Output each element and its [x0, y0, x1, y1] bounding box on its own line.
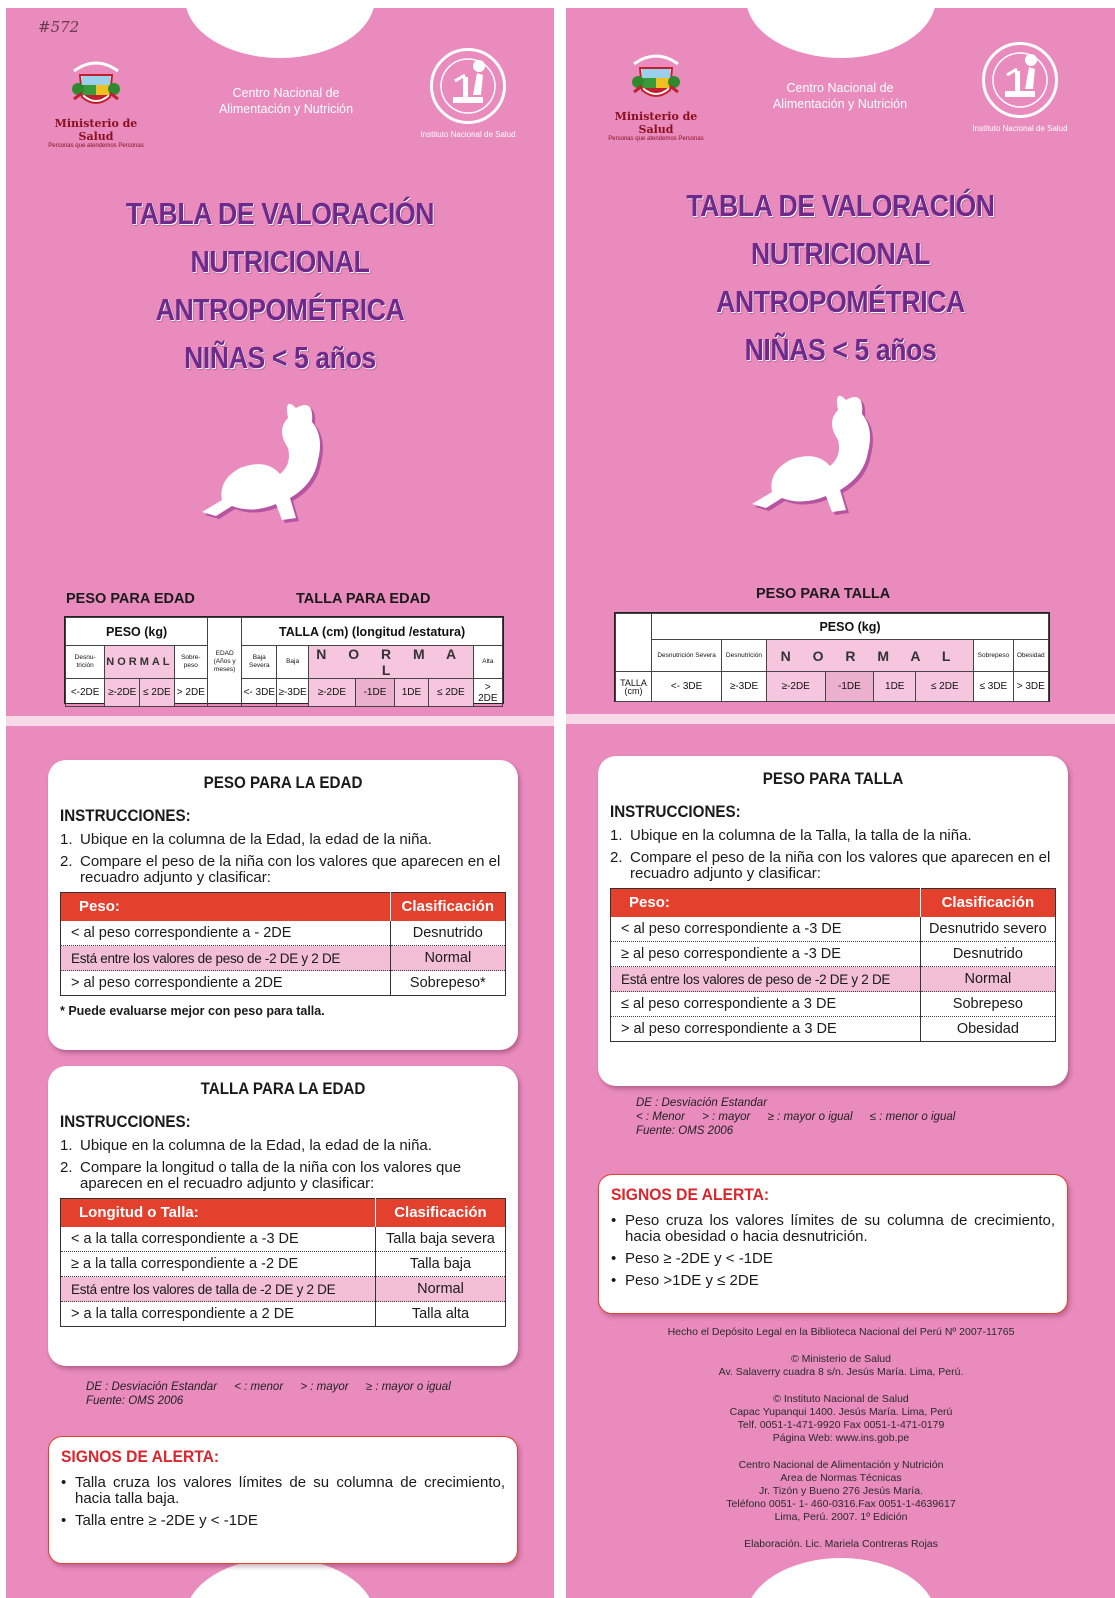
criteria-header: Peso: [61, 893, 391, 921]
title-line-3: NIÑAS < 5 años [744, 332, 937, 367]
alert-item: • Talla cruza los valores límites de su columna de crecimiento, hacia talla baja. [61, 1475, 505, 1507]
peso-cutoff: ≤ 3DE [974, 672, 1013, 702]
minsa-logo [596, 46, 716, 142]
instruction-step: 2. Compare la longitud o talla de la niña con los valores que aparecen en el recuadro adjunto y clasificar: [60, 1159, 462, 1192]
bottom-thumb-notch [185, 1558, 375, 1598]
slot-cut [566, 714, 1115, 724]
ins-seal-icon [430, 48, 506, 124]
cenan-credit: Centro Nacional de Alimentación y Nutrición Area de Normas Técnicas Jr. Tizón y Bueno 276 Jesús María. Teléfono 0051- 1- 460-0316.Fax 0051-1-4639617 Lima, Perú. 2007. 1º Edición [726, 1459, 956, 1523]
top-thumb-notch [185, 8, 375, 58]
instructions-heading: INSTRUCCIONES: [60, 1113, 191, 1131]
peso-cutoff: -1DE [825, 672, 874, 702]
handwritten-note: #572 [38, 18, 80, 36]
cenan-line2: Alimentación y Nutrición [218, 102, 354, 116]
instruction-step: 1. Ubique en la columna de la Talla, la talla de la niña. [610, 827, 972, 844]
left-card [6, 8, 554, 1598]
table-row: > al peso correspondiente a 2DE Sobrepeso* [61, 971, 506, 996]
card-title: PESO PARA LA EDAD [203, 774, 363, 792]
cenan-name [196, 85, 376, 117]
alert-item: • Talla entre ≥ -2DE y < -1DE [61, 1513, 505, 1529]
talla-cutoff: ≥-2DE [308, 679, 355, 707]
peso-cutoff: <-2DE [66, 679, 105, 707]
ins-name: Instituto Nacional de Salud [972, 124, 1068, 133]
instructions-heading: INSTRUCCIONES: [60, 807, 191, 825]
instruction-step: 1. Ubique en la columna de la Edad, la edad de la niña. [60, 1137, 432, 1154]
criteria-header: Longitud o Talla: [61, 1199, 376, 1227]
credits-block [606, 1326, 1076, 1565]
ins-credit: © Instituto Nacional de Salud Capac Yupanqui 1400. Jesús María. Lima, Perú Telf. 0051-1-471-9920 Fax 0051-1-471-0179 Página Web: www.ins.gob.pe [729, 1393, 953, 1444]
peso-cutoff: <- 3DE [652, 672, 722, 702]
peso-talla-edad-slot-table [64, 616, 504, 704]
talla-cutoff: > 2DE [473, 679, 502, 707]
table-row: < a la talla correspondiente a -3 DE Talla baja severa [61, 1227, 506, 1252]
ins-logo [408, 48, 528, 139]
peso-edad-card [48, 760, 518, 1050]
edad-column-label: EDAD (Años y meses) [208, 618, 242, 707]
peso-kg-header: PESO (kg) [66, 618, 208, 646]
author-credit: Elaboración. Lic. Mariela Contreras Rojas [744, 1538, 938, 1550]
desnutricion-col: Desnu-trición [66, 646, 105, 679]
peso-cutoff: > 2DE [174, 679, 208, 707]
table-row: Está entre los valores de peso de -2 DE y 2 DE Normal [61, 946, 506, 971]
minsa-logo [36, 53, 156, 149]
minsa-name: Ministerio de Salud [614, 110, 698, 136]
table-row: ≥ a la talla correspondiente a -2 DE Talla baja [61, 1252, 506, 1277]
sobrepeso-col: Sobre-peso [174, 646, 208, 679]
alert-box [598, 1174, 1068, 1314]
instruction-step: 1. Ubique en la columna de la Edad, la edad de la niña. [60, 831, 432, 848]
alert-box [48, 1436, 518, 1564]
alert-title: SIGNOS DE ALERTA: [611, 1185, 770, 1204]
legal-deposit: Hecho el Depósito Legal en la Biblioteca Nacional del Perú Nº 2007-11765 [667, 1326, 1015, 1338]
slot-cut [6, 716, 554, 726]
peso-cutoff: ≥-2DE [766, 672, 825, 702]
main-title [6, 190, 554, 382]
desnutricion-col: Desnutrición [722, 640, 767, 672]
minsa-tagline: Personas que atendemos Personas [608, 136, 704, 142]
talla-cutoff: <- 3DE [242, 679, 277, 707]
classification-header: Clasificación [920, 889, 1055, 917]
instruction-step: 2. Compare el peso de la niña con los valores que aparecen en el recuadro adjunto y clasificar: [610, 849, 1051, 882]
card-title: PESO PARA TALLA [762, 770, 904, 788]
classification-table [60, 892, 506, 996]
sobrepeso-col: Sobrepeso [974, 640, 1013, 672]
peso-talla-card [598, 756, 1068, 1086]
peso-cutoff: ≥-2DE [105, 679, 140, 707]
minsa-credit: © Ministerio de Salud Av. Salaverry cuadra 8 s/n. Jesús María. Lima, Perú. [718, 1353, 964, 1378]
top-thumb-notch [746, 8, 936, 58]
talla-row-label: TALLA (cm) [616, 672, 652, 702]
peso-talla-label: PESO PARA TALLA [756, 586, 891, 602]
legend: DE : Desviación Estandar < : menor > : mayor ≥ : mayor o igual Fuente: OMS 2006 [86, 1381, 451, 1407]
classification-table [60, 1198, 506, 1327]
table-row: ≥ al peso correspondiente a -3 DE Desnutrido [611, 942, 1056, 967]
alert-title: SIGNOS DE ALERTA: [61, 1447, 220, 1466]
peso-talla-slot-table [614, 612, 1050, 702]
cenan-line1: Centro Nacional de [232, 86, 340, 100]
legend: DE : Desviación Estandar < : Menor > : mayor ≥ : mayor o igual ≤ : menor o igual Fuente: OMS 2006 [636, 1097, 956, 1137]
classification-table [610, 888, 1056, 1042]
ins-seal-icon [982, 42, 1058, 118]
table-row: < al peso correspondiente a - 2DE Desnutrido [61, 921, 506, 946]
criteria-header: Peso: [611, 889, 921, 917]
table-row: ≤ al peso correspondiente a 3 DE Sobrepeso [611, 992, 1056, 1017]
peso-cutoff: ≥-3DE [722, 672, 767, 702]
cenan-line2: Alimentación y Nutrición [772, 97, 908, 111]
instructions-heading: INSTRUCCIONES: [610, 803, 741, 821]
ins-logo [960, 42, 1080, 133]
peso-cutoff: ≤ 2DE [140, 679, 174, 707]
alta-col: Alta [473, 646, 502, 679]
card-title: TALLA PARA LA EDAD [200, 1080, 366, 1098]
ins-name: Instituto Nacional de Salud [420, 130, 516, 139]
crawling-baby-icon [746, 380, 896, 530]
talla-edad-label: TALLA PARA EDAD [296, 591, 431, 607]
minsa-tagline: Personas que atendemos Personas [48, 143, 144, 149]
baja-severa-col: Baja Severa [242, 646, 277, 679]
right-card [566, 8, 1115, 1598]
talla-cutoff: -1DE [356, 679, 395, 707]
alert-item: • Peso >1DE y ≤ 2DE [611, 1273, 1055, 1289]
talla-cutoff: ≤ 2DE [428, 679, 473, 707]
peso-kg-header: PESO (kg) [652, 614, 1049, 640]
baja-col: Baja [277, 646, 308, 679]
peru-crest-icon [70, 53, 122, 111]
cenan-line1: Centro Nacional de [786, 81, 894, 95]
footnote: * Puede evaluarse mejor con peso para talla. [60, 1004, 325, 1018]
title-line-3: NIÑAS < 5 años [184, 340, 376, 375]
table-row: Está entre los valores de talla de -2 DE y 2 DE Normal [61, 1277, 506, 1302]
table-row: > al peso correspondiente a 3 DE Obesidad [611, 1017, 1056, 1042]
peso-cutoff: 1DE [874, 672, 916, 702]
talla-cutoff: ≥-3DE [277, 679, 308, 707]
alert-item: • Peso ≥ -2DE y < -1DE [611, 1251, 1055, 1267]
minsa-name: Ministerio de Salud [54, 117, 138, 143]
crawling-baby-icon [196, 388, 346, 538]
title-line-1: TABLA DE VALORACIÓN NUTRICIONAL [686, 188, 995, 271]
title-line-1: TABLA DE VALORACIÓN NUTRICIONAL [125, 196, 435, 279]
talla-normal-col: N O R M A L [308, 646, 473, 679]
classification-header: Clasificación [390, 893, 505, 921]
alert-item: • Peso cruza los valores límites de su columna de crecimiento, hacia obesidad o hacia desnutrición. [611, 1213, 1055, 1245]
card-gap [554, 0, 566, 1598]
talla-cm-header: TALLA (cm) (longitud /estatura) [242, 618, 503, 646]
main-title [566, 182, 1115, 374]
table-row: Está entre los valores de peso de -2 DE y 2 DE Normal [611, 967, 1056, 992]
talla-cutoff: 1DE [395, 679, 429, 707]
peso-cutoff: > 3DE [1013, 672, 1049, 702]
talla-edad-card [48, 1066, 518, 1366]
classification-header: Clasificación [375, 1199, 505, 1227]
table-row: < al peso correspondiente a -3 DE Desnutrido severo [611, 917, 1056, 942]
cenan-name [750, 80, 930, 112]
title-line-2: ANTROPOMÉTRICA [155, 292, 405, 327]
empty-corner [616, 614, 652, 672]
table-row: > a la talla correspondiente a 2 DE Talla alta [61, 1302, 506, 1327]
peso-edad-label: PESO PARA EDAD [66, 591, 195, 607]
normal-col: N O R M A L [766, 640, 973, 672]
normal-col: NORMAL [105, 646, 174, 679]
obesidad-col: Obesidad [1013, 640, 1049, 672]
desnutricion-severa-col: Desnutrición Severa [652, 640, 722, 672]
title-line-2: ANTROPOMÉTRICA [716, 284, 965, 319]
peru-crest-icon [630, 46, 682, 104]
instruction-step: 2. Compare el peso de la niña con los valores que aparecen en el recuadro adjunto y clasificar: [60, 853, 501, 886]
peso-cutoff: ≤ 2DE [916, 672, 974, 702]
